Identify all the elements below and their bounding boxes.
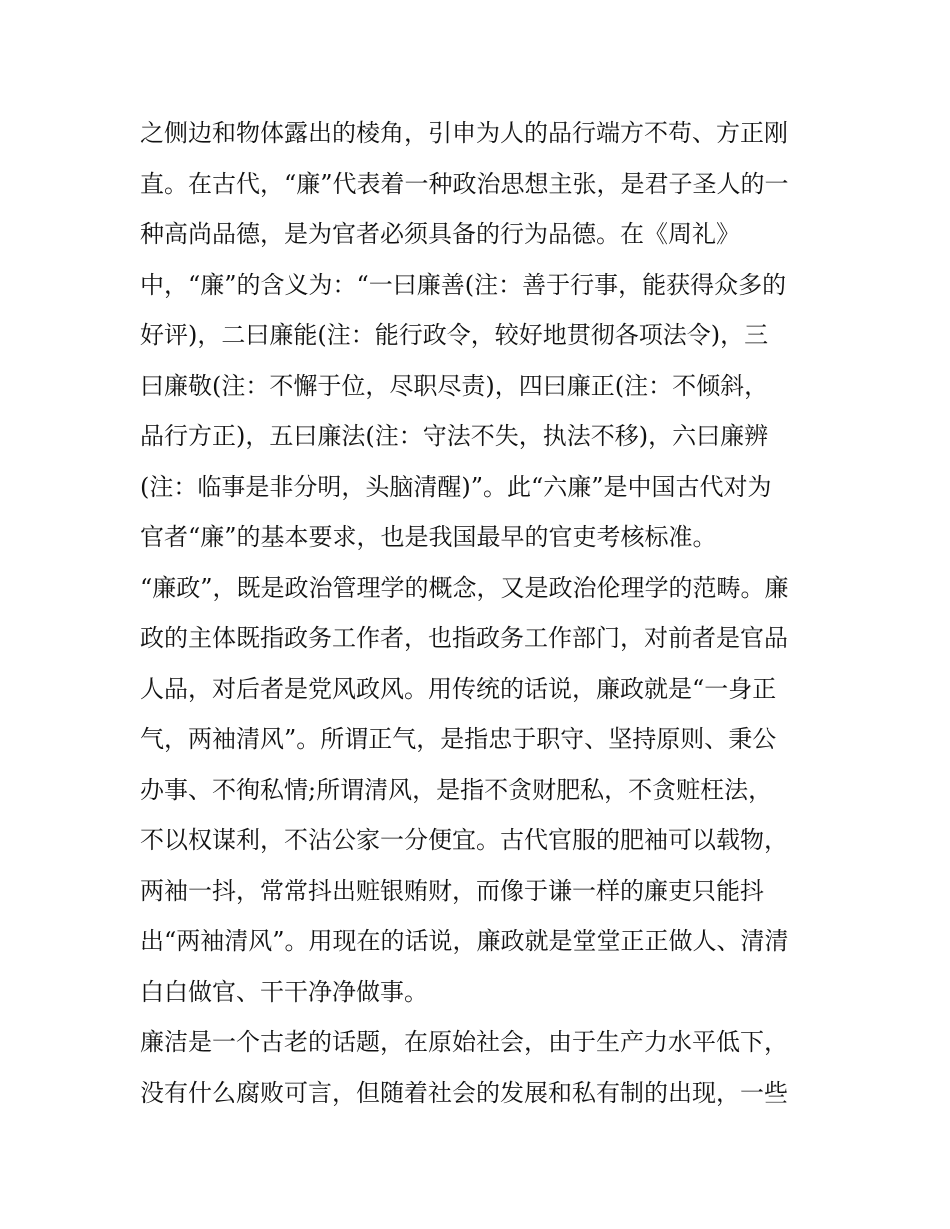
text-line: 好评)，二曰廉能(注：能行政令，较好地贯彻各项法令)，三 [140, 321, 769, 349]
text-line: 品行方正)，五曰廉法(注：守法不失，执法不移)，六曰廉辨 [140, 422, 769, 450]
text-line: “廉政”，既是政治管理学的概念，又是政治伦理学的范畴。廉 [140, 573, 789, 602]
text-line: (注：临事是非分明，头脑清醒)”。此“六廉”是中国古代对为 [140, 472, 772, 501]
text-line: 种高尚品德，是为官者必须具备的行为品德。在《周礼》 [140, 220, 740, 248]
text-line: 没有什么腐败可言，但随着社会的发展和私有制的出现，一些 [140, 1078, 788, 1107]
text-line: 曰廉敬(注：不懈于位，尽职尽责)，四曰廉正(注：不倾斜， [140, 371, 769, 400]
text-line: 不以权谋利，不沾公家一分便宜。古代官服的肥袖可以载物， [140, 826, 788, 854]
text-line: 办事、不徇私情;所谓清风，是指不贪财肥私，不贪赃枉法， [140, 775, 773, 804]
text-line: 中，“廉”的含义为：“一曰廉善(注：善于行事，能获得众多的 [140, 270, 787, 299]
document-body [140, 108, 820, 1118]
text-line: 气，两袖清风”。所谓正气，是指忠于职守、坚持原则、秉公 [140, 725, 777, 753]
text-line: 直。在古代，“廉”代表着一种政治思想主张，是君子圣人的一 [140, 169, 789, 198]
text-line: 白白做官、干干净净做事。 [140, 977, 428, 1006]
text-line: 政的主体既指政务工作者，也指政务工作部门，对前者是官品 [140, 624, 788, 652]
text-line: 两袖一抖，常常抖出赃银贿财，而像于谦一样的廉吏只能抖 [140, 876, 764, 905]
text-line: 之侧边和物体露出的棱角，引申为人的品行端方不苟、方正刚 [140, 119, 788, 147]
text-line: 官者“廉”的基本要求，也是我国最早的官吏考核标准。 [140, 523, 717, 551]
text-line: 廉洁是一个古老的话题，在原始社会，由于生产力水平低下， [140, 1028, 788, 1056]
text-line: 出“两袖清风”。用现在的话说，廉政就是堂堂正正做人、清清 [140, 927, 789, 955]
text-line: 人品，对后者是党风政风。用传统的话说，廉政就是“一身正 [140, 674, 777, 703]
